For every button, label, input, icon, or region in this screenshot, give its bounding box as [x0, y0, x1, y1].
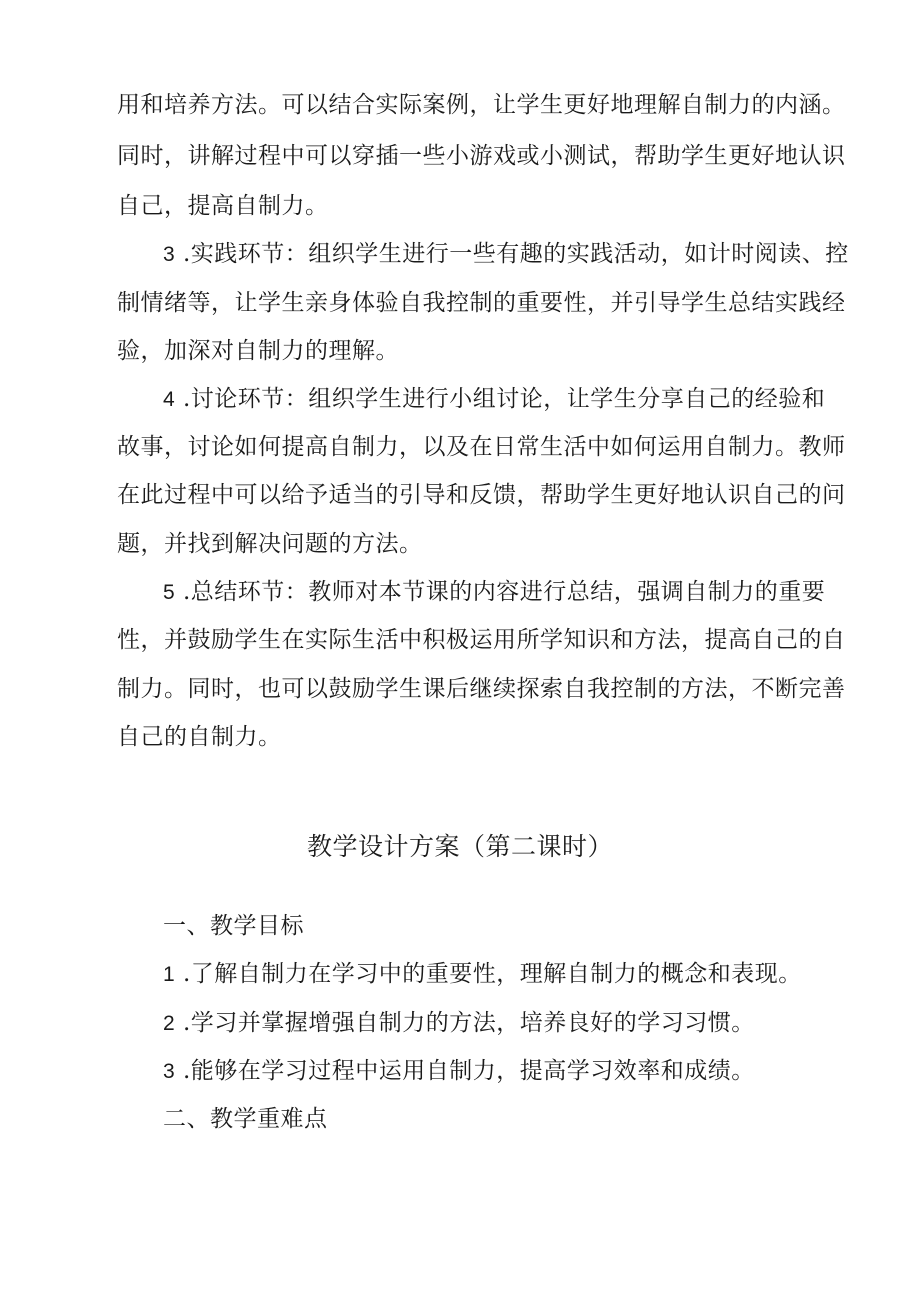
paragraph-line: 性，并鼓励学生在实际生活中积极运用所学知识和方法，提高自己的自 — [117, 627, 846, 653]
paragraph-line: 制情绪等，让学生亲身体验自我控制的重要性，并引导学生总结实践经 — [117, 290, 846, 316]
step-number: 5 — [163, 581, 176, 604]
paragraph-line: 用和培养方法。可以结合实际案例，让学生更好地理解自制力的内涵。 — [117, 92, 846, 118]
paragraph-line: 同时，讲解过程中可以穿插一些小游戏或小测试，帮助学生更好地认识 — [117, 143, 846, 169]
objectives-heading: 一、教学目标 — [163, 913, 304, 939]
step-5-first-line — [163, 577, 825, 608]
key-points-heading: 二、教学重难点 — [163, 1106, 328, 1132]
step-text: .讨论环节：组织学生进行小组讨论，让学生分享自己的经验和 — [175, 386, 826, 412]
objective-number: 3 — [163, 1060, 176, 1083]
paragraph-line: 自己，提高自制力。 — [117, 193, 329, 219]
paragraph-line: 在此过程中可以给予适当的引导和反馈，帮助学生更好地认识自己的问 — [117, 482, 846, 508]
step-number: 3 — [163, 243, 176, 266]
paragraph-line: 制力。同时，也可以鼓励学生课后继续探索自我控制的方法，不断完善 — [117, 676, 846, 702]
objective-item-3 — [163, 1056, 755, 1087]
paragraph-line: 自己的自制力。 — [117, 724, 282, 750]
objective-text: .学习并掌握增强自制力的方法，培养良好的学习习惯。 — [175, 1010, 755, 1036]
step-4-first-line — [163, 384, 825, 415]
section-title: 教学设计方案（第二课时） — [306, 832, 613, 861]
objective-text: .了解自制力在学习中的重要性，理解自制力的概念和表现。 — [175, 961, 802, 987]
paragraph-line: 题，并找到解决问题的方法。 — [117, 531, 423, 557]
objective-number: 1 — [163, 963, 176, 986]
step-number: 4 — [163, 388, 176, 411]
objective-number: 2 — [163, 1012, 176, 1035]
step-3-first-line — [163, 239, 849, 270]
step-text: .总结环节：教师对本节课的内容进行总结，强调自制力的重要 — [175, 579, 826, 605]
objective-item-1 — [163, 959, 802, 990]
paragraph-line: 故事，讨论如何提高自制力，以及在日常生活中如何运用自制力。教师 — [117, 434, 846, 460]
objective-item-2 — [163, 1008, 755, 1039]
paragraph-line: 验，加深对自制力的理解。 — [117, 338, 399, 364]
step-text: .实践环节：组织学生进行一些有趣的实践活动，如计时阅读、控 — [175, 241, 849, 267]
objective-text: .能够在学习过程中运用自制力，提高学习效率和成绩。 — [175, 1058, 755, 1084]
